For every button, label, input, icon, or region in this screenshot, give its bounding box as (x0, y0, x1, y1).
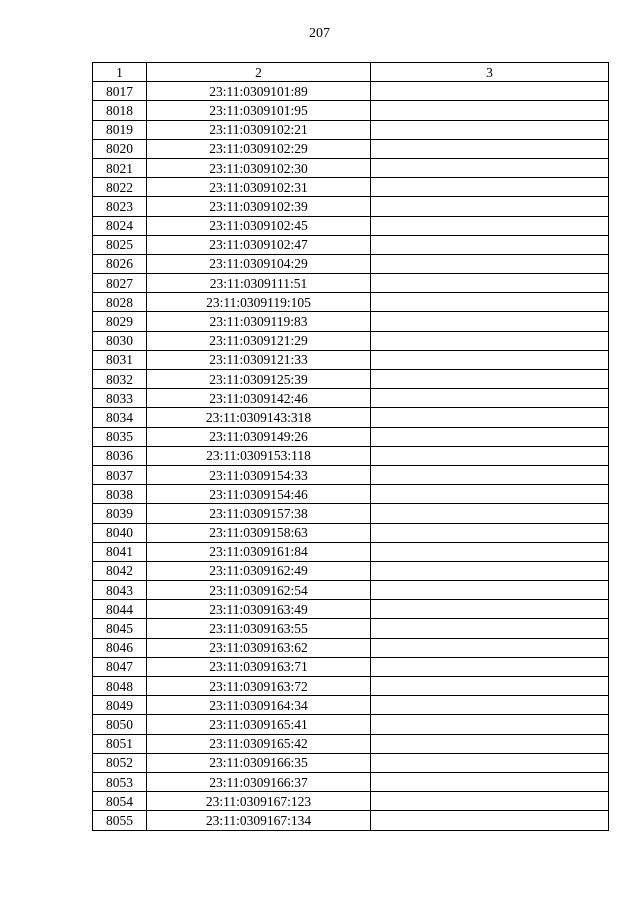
row-number-cell: 8019 (93, 120, 147, 139)
table-row (93, 715, 609, 734)
note-cell (371, 350, 609, 369)
note-cell (371, 82, 609, 101)
cadastral-number-cell: 23:11:0309163:72 (147, 677, 371, 696)
table-row (93, 254, 609, 273)
table-row (93, 677, 609, 696)
note-cell (371, 811, 609, 830)
cadastral-number-cell: 23:11:0309166:35 (147, 753, 371, 772)
row-number-cell: 8023 (93, 197, 147, 216)
note-cell (371, 389, 609, 408)
column-header-1: 1 (93, 63, 147, 82)
table-row (93, 753, 609, 772)
table-row (93, 772, 609, 791)
note-cell (371, 120, 609, 139)
table-row (93, 82, 609, 101)
table-row (93, 158, 609, 177)
cadastral-number-cell: 23:11:0309102:31 (147, 178, 371, 197)
row-number-cell: 8049 (93, 696, 147, 715)
note-cell (371, 561, 609, 580)
row-number-cell: 8031 (93, 350, 147, 369)
row-number-cell: 8047 (93, 657, 147, 676)
table-row (93, 235, 609, 254)
row-number-cell: 8037 (93, 465, 147, 484)
table-row (93, 312, 609, 331)
cadastral-number-cell: 23:11:0309101:89 (147, 82, 371, 101)
row-number-cell: 8051 (93, 734, 147, 753)
table-row (93, 523, 609, 542)
cadastral-number-cell: 23:11:0309154:46 (147, 485, 371, 504)
note-cell (371, 158, 609, 177)
row-number-cell: 8039 (93, 504, 147, 523)
table-row (93, 331, 609, 350)
column-header-2: 2 (147, 63, 371, 82)
note-cell (371, 446, 609, 465)
cadastral-number-cell: 23:11:0309162:54 (147, 581, 371, 600)
row-number-cell: 8021 (93, 158, 147, 177)
note-cell (371, 600, 609, 619)
row-number-cell: 8041 (93, 542, 147, 561)
page-number: 207 (309, 26, 330, 41)
table-row (93, 811, 609, 830)
row-number-cell: 8018 (93, 101, 147, 120)
table-row (93, 197, 609, 216)
row-number-cell: 8028 (93, 293, 147, 312)
note-cell (371, 772, 609, 791)
note-cell (371, 465, 609, 484)
cadastral-number-cell: 23:11:0309167:123 (147, 792, 371, 811)
cadastral-number-cell: 23:11:0309143:318 (147, 408, 371, 427)
row-number-cell: 8054 (93, 792, 147, 811)
cadastral-number-cell: 23:11:0309149:26 (147, 427, 371, 446)
table-row (93, 120, 609, 139)
row-number-cell: 8048 (93, 677, 147, 696)
note-cell (371, 139, 609, 158)
column-header-3: 3 (371, 63, 609, 82)
note-cell (371, 677, 609, 696)
row-number-cell: 8029 (93, 312, 147, 331)
row-number-cell: 8040 (93, 523, 147, 542)
row-number-cell: 8035 (93, 427, 147, 446)
table-row (93, 561, 609, 580)
cadastral-number-cell: 23:11:0309102:39 (147, 197, 371, 216)
table-row (93, 427, 609, 446)
row-number-cell: 8017 (93, 82, 147, 101)
row-number-cell: 8027 (93, 274, 147, 293)
note-cell (371, 523, 609, 542)
cadastral-number-cell: 23:11:0309119:105 (147, 293, 371, 312)
cadastral-number-cell: 23:11:0309163:49 (147, 600, 371, 619)
row-number-cell: 8046 (93, 638, 147, 657)
table-body (93, 82, 609, 830)
note-cell (371, 293, 609, 312)
note-cell (371, 638, 609, 657)
note-cell (371, 178, 609, 197)
note-cell (371, 197, 609, 216)
cadastral-number-cell: 23:11:0309102:47 (147, 235, 371, 254)
table-row (93, 370, 609, 389)
cadastral-number-cell: 23:11:0309111:51 (147, 274, 371, 293)
cadastral-number-cell: 23:11:0309102:45 (147, 216, 371, 235)
row-number-cell: 8055 (93, 811, 147, 830)
table-row (93, 696, 609, 715)
cadastral-number-cell: 23:11:0309165:41 (147, 715, 371, 734)
row-number-cell: 8045 (93, 619, 147, 638)
table-row (93, 600, 609, 619)
cadastral-number-cell: 23:11:0309165:42 (147, 734, 371, 753)
note-cell (371, 581, 609, 600)
row-number-cell: 8026 (93, 254, 147, 273)
row-number-cell: 8033 (93, 389, 147, 408)
row-number-cell: 8053 (93, 772, 147, 791)
note-cell (371, 427, 609, 446)
table-row (93, 465, 609, 484)
table-row (93, 274, 609, 293)
cadastral-number-cell: 23:11:0309101:95 (147, 101, 371, 120)
table-row (93, 504, 609, 523)
cadastral-number-cell: 23:11:0309121:33 (147, 350, 371, 369)
note-cell (371, 216, 609, 235)
row-number-cell: 8052 (93, 753, 147, 772)
cadastral-number-cell: 23:11:0309157:38 (147, 504, 371, 523)
cadastral-number-cell: 23:11:0309142:46 (147, 389, 371, 408)
note-cell (371, 715, 609, 734)
row-number-cell: 8030 (93, 331, 147, 350)
note-cell (371, 312, 609, 331)
table-row (93, 178, 609, 197)
row-number-cell: 8032 (93, 370, 147, 389)
row-number-cell: 8042 (93, 561, 147, 580)
cadastral-number-cell: 23:11:0309104:29 (147, 254, 371, 273)
table-row (93, 792, 609, 811)
note-cell (371, 542, 609, 561)
note-cell (371, 753, 609, 772)
row-number-cell: 8025 (93, 235, 147, 254)
note-cell (371, 696, 609, 715)
row-number-cell: 8038 (93, 485, 147, 504)
table-row (93, 657, 609, 676)
row-number-cell: 8044 (93, 600, 147, 619)
note-cell (371, 370, 609, 389)
note-cell (371, 235, 609, 254)
note-cell (371, 657, 609, 676)
table-row (93, 216, 609, 235)
cadastral-number-cell: 23:11:0309121:29 (147, 331, 371, 350)
note-cell (371, 734, 609, 753)
cadastral-number-cell: 23:11:0309166:37 (147, 772, 371, 791)
row-number-cell: 8024 (93, 216, 147, 235)
note-cell (371, 485, 609, 504)
cadastral-number-cell: 23:11:0309102:29 (147, 139, 371, 158)
cadastral-number-cell: 23:11:0309164:34 (147, 696, 371, 715)
row-number-cell: 8043 (93, 581, 147, 600)
table-row (93, 619, 609, 638)
cadastral-number-cell: 23:11:0309167:134 (147, 811, 371, 830)
cadastral-number-cell: 23:11:0309102:21 (147, 120, 371, 139)
note-cell (371, 792, 609, 811)
cadastral-number-cell: 23:11:0309125:39 (147, 370, 371, 389)
table-header-row (93, 63, 609, 82)
note-cell (371, 408, 609, 427)
table-row (93, 293, 609, 312)
cadastral-number-cell: 23:11:0309162:49 (147, 561, 371, 580)
cadastral-number-cell: 23:11:0309158:63 (147, 523, 371, 542)
cadastral-number-cell: 23:11:0309163:62 (147, 638, 371, 657)
note-cell (371, 331, 609, 350)
cadastral-number-cell: 23:11:0309154:33 (147, 465, 371, 484)
note-cell (371, 101, 609, 120)
table-row (93, 581, 609, 600)
cadastral-number-cell: 23:11:0309163:71 (147, 657, 371, 676)
table-row (93, 139, 609, 158)
table-row (93, 389, 609, 408)
table-row (93, 542, 609, 561)
cadastral-number-cell: 23:11:0309163:55 (147, 619, 371, 638)
note-cell (371, 274, 609, 293)
note-cell (371, 504, 609, 523)
row-number-cell: 8034 (93, 408, 147, 427)
row-number-cell: 8020 (93, 139, 147, 158)
cadastral-number-cell: 23:11:0309102:30 (147, 158, 371, 177)
note-cell (371, 254, 609, 273)
row-number-cell: 8022 (93, 178, 147, 197)
table-row (93, 734, 609, 753)
table-row (93, 101, 609, 120)
note-cell (371, 619, 609, 638)
table-row (93, 408, 609, 427)
row-number-cell: 8050 (93, 715, 147, 734)
cadastral-register-table (92, 62, 609, 831)
table-row (93, 446, 609, 465)
table-row (93, 638, 609, 657)
table-row (93, 485, 609, 504)
table-row (93, 350, 609, 369)
row-number-cell: 8036 (93, 446, 147, 465)
cadastral-number-cell: 23:11:0309153:118 (147, 446, 371, 465)
cadastral-number-cell: 23:11:0309161:84 (147, 542, 371, 561)
cadastral-number-cell: 23:11:0309119:83 (147, 312, 371, 331)
